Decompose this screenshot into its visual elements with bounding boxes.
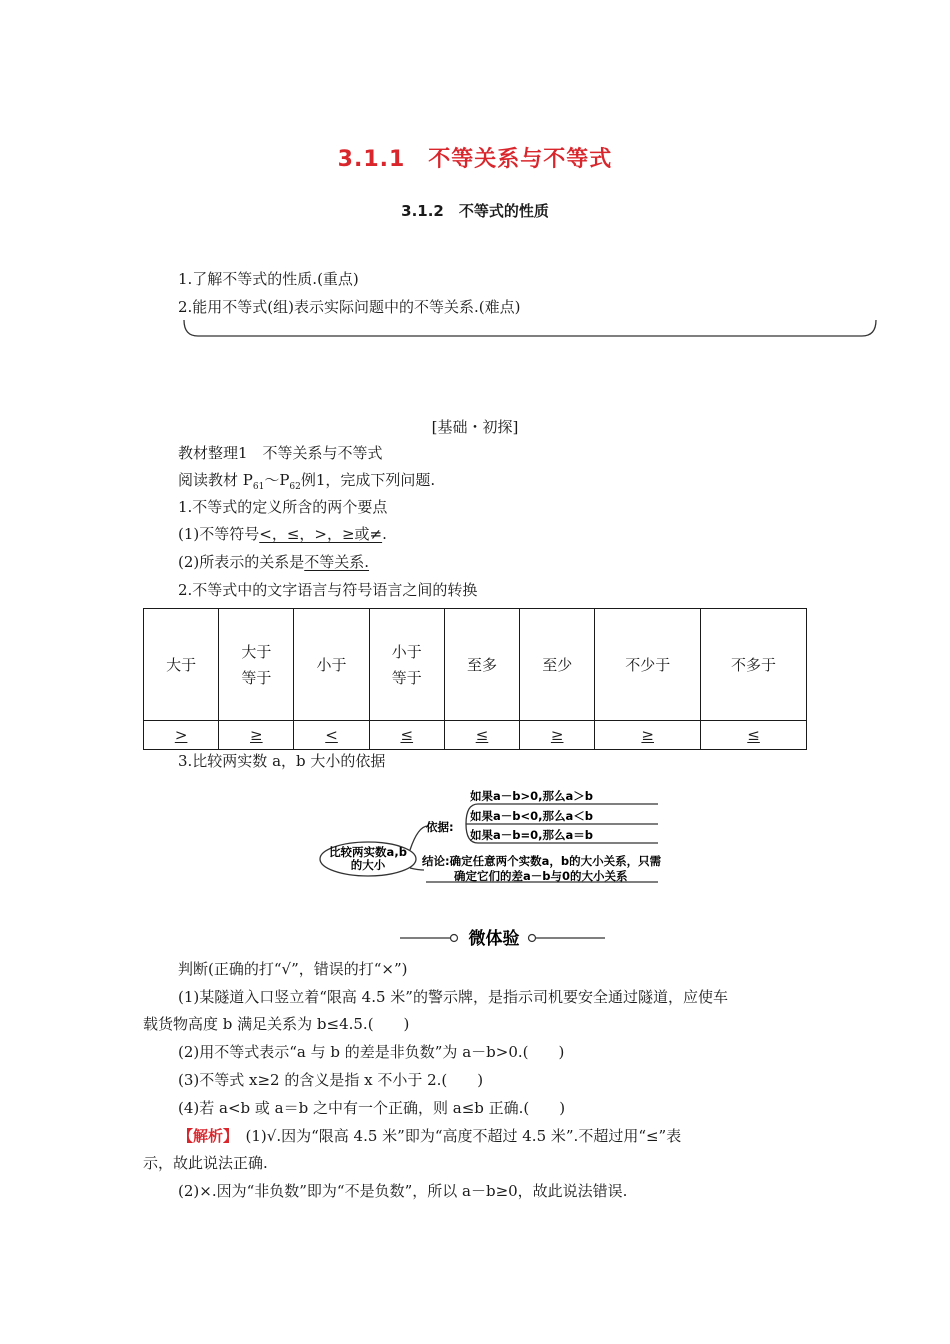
table-cell: 小于 — [294, 609, 369, 721]
table-cell: ≥ — [595, 721, 701, 750]
question-3: (3)不等式 x≥2 的含义是指 x 不小于 2.( ) — [178, 1071, 484, 1089]
table-symbol-row — [144, 721, 807, 750]
analysis-2: (2)×.因为“非负数”即为“不是负数”，所以 a－b≥0，故此说法错误. — [178, 1182, 628, 1200]
goals-bracket — [180, 316, 880, 344]
material-title: 教材整理1 不等关系与不等式 — [178, 444, 383, 462]
table-cell: 至多 — [444, 609, 519, 721]
table-header-row — [144, 609, 807, 721]
question-2: (2)用不等式表示“a 与 b 的差是非负数”为 a－b>0.( ) — [178, 1043, 565, 1061]
diagram-conclusion-2: 确定它们的差a－b与0的大小关系 — [454, 869, 628, 883]
section-label: [基础・初探] — [431, 418, 519, 436]
table-cell: ≤ — [701, 721, 807, 750]
micro-title: 微体验 — [468, 929, 520, 949]
table-cell: > — [144, 721, 219, 750]
reading-instruction: 阅读教材 $P_{61}\sim P_{62}$例1，完成下列问题. — [178, 471, 436, 492]
table-cell: ≤ — [444, 721, 519, 750]
point-3-title: 3.比较两实数 a，b 大小的依据 — [178, 752, 386, 770]
page-title: 3.1.1 不等关系与不等式 — [337, 147, 613, 172]
table-cell: 至少 — [520, 609, 595, 721]
diagram-basis-label: 依据: — [426, 820, 454, 834]
answer-blank: <，≤，>，≥或≠ — [259, 525, 383, 543]
micro-experience-header — [400, 926, 605, 950]
question-4: (4)若 a<b 或 a＝b 之中有一个正确，则 a≤b 正确.( ) — [178, 1099, 566, 1117]
diagram-rule-3: 如果a－b=0,那么a＝b — [470, 828, 593, 842]
question-1-line-2: 载货物高度 b 满足关系为 b≤4.5.( ) — [143, 1015, 410, 1033]
table-cell: ≥ — [219, 721, 294, 750]
table-cell: 不少于 — [595, 609, 701, 721]
table-cell: ≤ — [369, 721, 444, 750]
goal-item-2: 2.能用不等式(组)表示实际问题中的不等关系.(难点) — [178, 298, 521, 316]
point-2-title: 2.不等式中的文字语言与符号语言之间的转换 — [178, 581, 478, 599]
table-cell: 大于 等于 — [219, 609, 294, 721]
diagram-center-text-1: 比较两实数a,b — [329, 845, 407, 859]
diagram-conclusion-1: 结论:确定任意两个实数a，b的大小关系，只需 — [422, 854, 662, 868]
page-subtitle: 3.1.2 不等式的性质 — [401, 202, 549, 220]
question-1-line-1: (1)某隧道入口竖立着“限高 4.5 米”的警示牌，是指示司机要安全通过隧道，应使车 — [178, 988, 728, 1006]
table-cell: 小于 等于 — [369, 609, 444, 721]
table-cell: < — [294, 721, 369, 750]
diagram-center-text-2: 的大小 — [350, 858, 386, 872]
diagram-rule-2: 如果a－b<0,那么a＜b — [470, 809, 593, 823]
point-1b: (2)所表示的关系是不等关系. — [178, 553, 370, 571]
point-1a: (1)不等符号<，≤，>，≥或≠. — [178, 525, 387, 543]
answer-blank: 不等关系. — [304, 553, 370, 571]
comparison-diagram — [318, 786, 668, 894]
table-cell: 不多于 — [701, 609, 807, 721]
analysis-1-line-1: 【解析】 (1)√.因为“限高 4.5 米”即为“高度不超过 4.5 米”.不超过用“≤”表 — [178, 1127, 682, 1145]
exercise-intro: 判断(正确的打“√”，错误的打“×”) — [178, 960, 408, 978]
point-1-title: 1.不等式的定义所含的两个要点 — [178, 498, 388, 516]
diagram-rule-1: 如果a－b>0,那么a＞b — [470, 789, 593, 803]
conversion-table — [143, 608, 807, 750]
analysis-1-line-2: 示，故此说法正确. — [143, 1154, 268, 1172]
table-cell: ≥ — [520, 721, 595, 750]
table-cell: 大于 — [144, 609, 219, 721]
goal-item-1: 1.了解不等式的性质.(重点) — [178, 270, 359, 288]
analysis-label: 【解析】 — [178, 1127, 231, 1145]
